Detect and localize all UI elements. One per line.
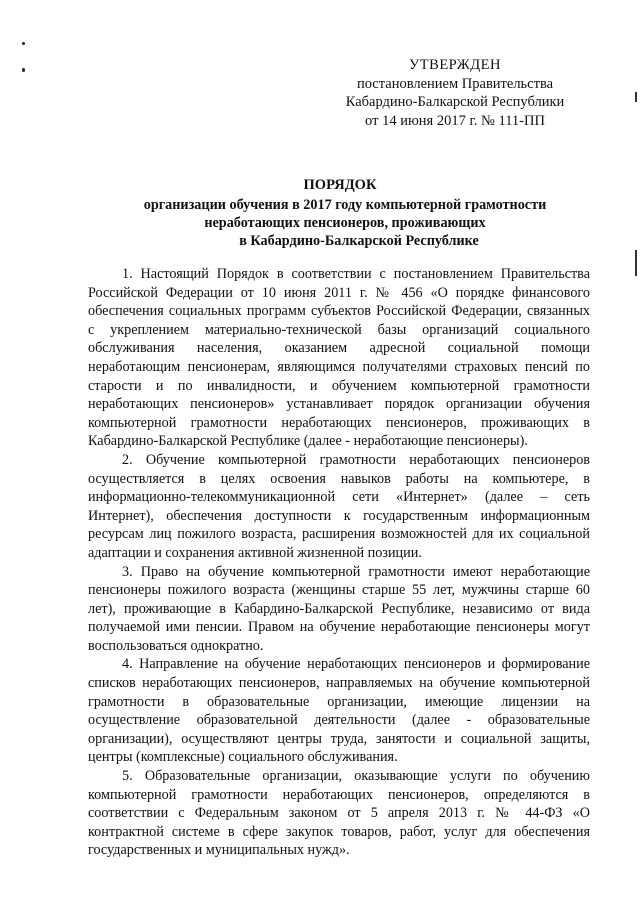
paragraph: 5. Образовательные организации, оказывающие услуги по обучению компьютерной грамотности неработающих пенсионеров, определяются в соответствии с Федеральным законом от 5 апреля 2013 г. № 44-ФЗ «О контрактной системе в сфере закупок товаров, работ, услуг для обеспечения государственных и муниципальных нужд». <box>88 768 590 859</box>
approval-stamp <box>330 56 580 130</box>
paragraph: 4. Направление на обучение неработающих пенсионеров и формирование списков неработающих пенсионеров, направляемых на обучение компьютерной грамотности в образовательные организации, имеющие лицензии на осуществление образовательной деятельности (далее - образовательные организации), осуществляют центры труда, занятости и социальной защиты, центры (комплексные) социального обслуживания. <box>88 656 590 766</box>
scan-edge-mark <box>635 250 637 276</box>
scan-edge-mark <box>635 92 637 102</box>
subtitle-line: неработающих пенсионеров, проживающих <box>204 215 486 231</box>
approval-title: УТВЕРЖДЕН <box>409 57 501 73</box>
approval-line: Кабардино-Балкарской Республики <box>345 94 565 110</box>
paragraph: 2. Обучение компьютерной грамотности неработающих пенсионеров осуществляется в целях освоения навыков работы на компьютере, в информационно-телекоммуникационной сети «Интернет» (далее – сеть Интернет), обеспечения доступности к государственным информационным ресурсам лиц пожилого возраста, расширения возможностей для их социальной адаптации и сохранения активной жизненной позиции. <box>88 451 590 561</box>
subtitle-line: организации обучения в 2017 году компьютерной грамотности <box>143 197 547 213</box>
scan-speck <box>22 68 25 72</box>
subtitle-line: в Кабардино-Балкарской Республике <box>239 233 479 249</box>
document-title: ПОРЯДОК <box>303 177 377 193</box>
paragraph: 3. Право на обучение компьютерной грамотности имеют неработающие пенсионеры пожилого возраста (женщины старше 55 лет, мужчины старше 60 лет), проживающие в Кабардино-Балкарской Республике, независимо от вида получаемой ими пенсии. Правом на обучение неработающие пенсионеры могут воспользоваться однократно. <box>88 563 590 654</box>
paragraph: 1. Настоящий Порядок в соответствии с постановлением Правительства Российской Федерации от 10 июня 2011 г. № 456 «О порядке финансового обеспечения социальных программ субъектов Российской Федерации, связанных с укреплением материально-технической базы организаций социального обслуживания населения, оказанием адресной социальной помощи неработающим пенсионерам, являющимся получателями страховых пенсий по старости и по инвалидности, и обучением компьютерной грамотности неработающих пенсионеров» устанавливает порядок организации обучения компьютерной грамотности неработающих пенсионеров, проживающих в Кабардино-Балкарской Республике (далее - неработающие пенсионеры). <box>88 266 590 450</box>
scan-speck <box>22 42 25 45</box>
approval-line: от 14 июня 2017 г. № 111-ПП <box>365 112 545 129</box>
approval-line: постановлением Правительства <box>356 75 554 92</box>
document-body <box>88 265 590 860</box>
document-subtitle <box>90 196 600 250</box>
